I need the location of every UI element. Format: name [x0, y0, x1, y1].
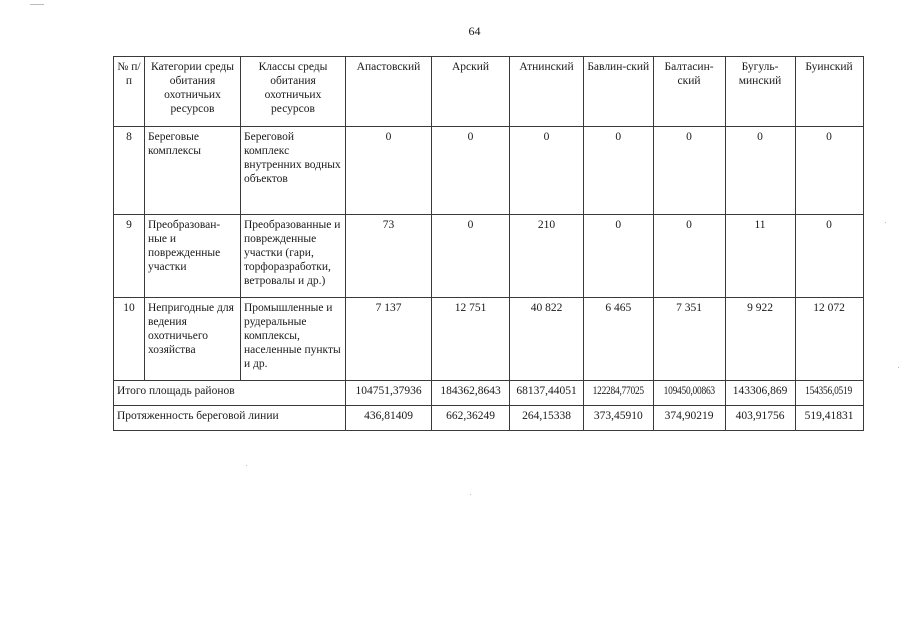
shoreline-cell: 403,91756 — [725, 406, 795, 431]
row-number: 8 — [114, 127, 145, 215]
scan-speck — [885, 222, 886, 223]
value-cell: 0 — [795, 215, 863, 298]
row-class: Преобразованные и поврежденные участки (гари, торфоразработки, ветровалы и др.) — [241, 215, 346, 298]
col-header-category: Категории среды обитания охотничьих ресурсов — [145, 57, 241, 127]
shoreline-row — [114, 406, 864, 431]
table-row — [114, 127, 864, 215]
scan-mark — [30, 4, 44, 5]
total-area-label: Итого площадь районов — [114, 381, 346, 406]
col-header-atninsky: Атнинский — [510, 57, 584, 127]
col-header-class: Классы среды обитания охотничьих ресурсов — [241, 57, 346, 127]
total-value: 154356,0519 — [805, 385, 853, 397]
shoreline-cell: 662,36249 — [432, 406, 510, 431]
total-cell: 68137,44051 — [510, 381, 584, 406]
value-cell: 40 822 — [510, 298, 584, 381]
shoreline-cell: 373,45910 — [584, 406, 654, 431]
total-cell — [584, 381, 654, 406]
value-cell: 210 — [510, 215, 584, 298]
value-cell: 0 — [432, 215, 510, 298]
row-category: Береговые комплексы — [145, 127, 241, 215]
row-class: Промышленные и рудеральные комплексы, населенные пункты и др. — [241, 298, 346, 381]
row-category: Преобразован-ные и поврежденные участки — [145, 215, 241, 298]
habitat-table — [113, 56, 864, 431]
scan-speck — [470, 494, 471, 495]
total-cell — [795, 381, 863, 406]
total-value: 109450,00863 — [663, 385, 715, 397]
col-header-bugulminsky: Бугуль-минский — [725, 57, 795, 127]
row-category: Непригодные для ведения охотничьего хозяйства — [145, 298, 241, 381]
value-cell: 0 — [584, 127, 654, 215]
total-cell: 104751,37936 — [346, 381, 432, 406]
total-cell: 143306,869 — [725, 381, 795, 406]
total-value: 122284,77025 — [592, 385, 644, 397]
value-cell: 0 — [432, 127, 510, 215]
scan-speck — [246, 465, 247, 466]
value-cell: 0 — [584, 215, 654, 298]
col-header-buinsky: Буинский — [795, 57, 863, 127]
shoreline-cell: 436,81409 — [346, 406, 432, 431]
table-row — [114, 298, 864, 381]
value-cell: 12 751 — [432, 298, 510, 381]
table-row — [114, 215, 864, 298]
value-cell: 6 465 — [584, 298, 654, 381]
total-cell — [653, 381, 725, 406]
shoreline-cell: 519,41831 — [795, 406, 863, 431]
col-header-bavlinsky: Бавлин-ский — [584, 57, 654, 127]
value-cell: 0 — [653, 127, 725, 215]
col-header-num: № п/п — [114, 57, 145, 127]
value-cell: 9 922 — [725, 298, 795, 381]
scan-speck — [898, 367, 899, 368]
shoreline-label: Протяженность береговой линии — [114, 406, 346, 431]
value-cell: 11 — [725, 215, 795, 298]
value-cell: 0 — [653, 215, 725, 298]
shoreline-cell: 264,15338 — [510, 406, 584, 431]
value-cell: 0 — [510, 127, 584, 215]
shoreline-cell: 374,90219 — [653, 406, 725, 431]
value-cell: 7 137 — [346, 298, 432, 381]
col-header-arsky: Арский — [432, 57, 510, 127]
value-cell: 0 — [346, 127, 432, 215]
value-cell: 12 072 — [795, 298, 863, 381]
value-cell: 0 — [795, 127, 863, 215]
value-cell: 73 — [346, 215, 432, 298]
row-class: Береговой комплекс внутренних водных объектов — [241, 127, 346, 215]
row-number: 10 — [114, 298, 145, 381]
col-header-baltasinsky: Балтасин-ский — [653, 57, 725, 127]
row-number: 9 — [114, 215, 145, 298]
header-row — [114, 57, 864, 127]
col-header-apastovsky: Апастовский — [346, 57, 432, 127]
total-cell: 184362,8643 — [432, 381, 510, 406]
value-cell: 7 351 — [653, 298, 725, 381]
total-area-row — [114, 381, 864, 406]
value-cell: 0 — [725, 127, 795, 215]
page-number: 64 — [468, 24, 481, 38]
